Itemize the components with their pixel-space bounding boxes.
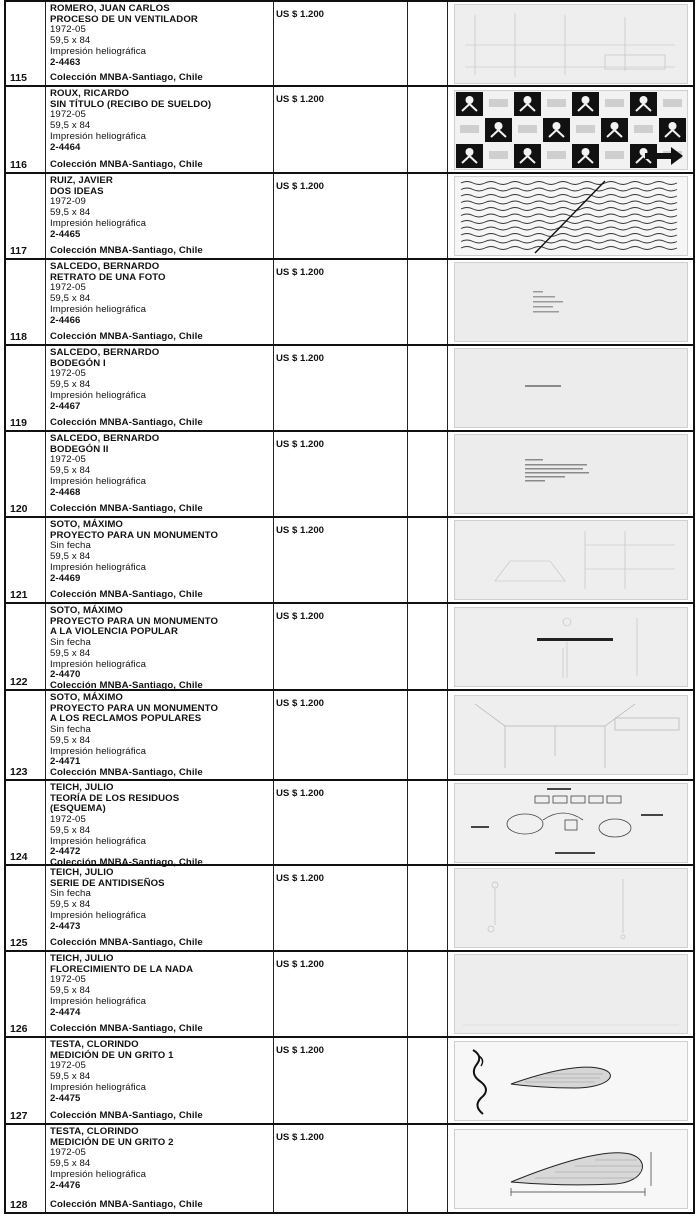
catalog-row	[4, 518, 695, 604]
entry-number: 117	[10, 245, 27, 257]
artwork-size: 59,5 x 84	[50, 899, 91, 911]
entry-number-cell	[6, 432, 46, 516]
artwork-date: 1972-05	[50, 368, 86, 380]
artwork-date: 1972-05	[50, 974, 86, 986]
artwork-technique: Impresión heliográfica	[50, 658, 147, 670]
entry-number-cell	[6, 866, 46, 950]
empty-cell	[408, 781, 448, 864]
artwork-title: TEORÍA DE LOS RESIDUOS	[50, 792, 180, 804]
artwork-image-cell	[448, 604, 693, 689]
inventory-code: 2-4464	[50, 141, 81, 153]
catalog-table	[4, 0, 695, 1214]
artwork-image-cell	[448, 691, 693, 779]
entry-number: 121	[10, 589, 28, 601]
empty-cell	[408, 952, 448, 1036]
entry-number: 127	[10, 1110, 28, 1122]
artwork-title: BODEGÓN I	[50, 357, 106, 369]
entry-number-cell	[6, 1038, 46, 1123]
inventory-code: 2-4474	[50, 1006, 81, 1018]
collection-label: Colección MNBA-Santiago, Chile	[50, 1110, 203, 1122]
artwork-title: SERIE DE ANTIDISEÑOS	[50, 877, 165, 889]
artwork-image-cell	[448, 87, 693, 172]
artwork-technique: Impresión heliográfica	[50, 45, 147, 57]
artwork-size: 59,5 x 84	[50, 647, 91, 659]
empty-cell	[408, 260, 448, 344]
artwork-title: PROYECTO PARA UN MONUMENTO	[50, 529, 219, 541]
collection-label: Colección MNBA-Santiago, Chile	[50, 1199, 203, 1211]
artwork-thumbnail-drawing	[455, 869, 687, 947]
artist-name: TEICH, JULIO	[50, 953, 114, 964]
empty-cell	[408, 1125, 448, 1212]
artwork-technique: Impresión heliográfica	[50, 995, 147, 1007]
artwork-image-cell	[448, 952, 693, 1036]
price-value: US $ 1.200	[276, 1045, 325, 1056]
entry-number: 118	[10, 331, 27, 343]
artwork-image-cell	[448, 432, 693, 516]
artwork-image-cell	[448, 2, 693, 85]
catalog-row	[4, 952, 695, 1038]
artist-name: SALCEDO, BERNARDO	[50, 347, 160, 358]
empty-cell	[408, 87, 448, 172]
scream-drop-thumbnail	[454, 1041, 688, 1121]
artwork-info-cell	[46, 260, 274, 344]
artist-name: SALCEDO, BERNARDO	[50, 261, 160, 272]
artwork-date: 1972-05	[50, 454, 86, 466]
inventory-code: 2-4468	[50, 486, 81, 498]
entry-number: 116	[10, 159, 27, 171]
inventory-code: 2-4471	[50, 756, 81, 768]
artwork-thumbnail-drawing	[455, 349, 687, 427]
artist-name: SOTO, MÁXIMO	[50, 519, 123, 530]
catalog-row	[4, 691, 695, 781]
empty-cell	[408, 866, 448, 950]
inventory-code: 2-4467	[50, 400, 81, 412]
artwork-technique: Impresión heliográfica	[50, 561, 147, 573]
catalog-row	[4, 866, 695, 952]
artwork-image-cell	[448, 346, 693, 430]
artwork-date: Sin fecha	[50, 540, 91, 552]
artist-name: SALCEDO, BERNARDO	[50, 433, 160, 444]
artwork-technique: Impresión heliográfica	[50, 1168, 147, 1180]
collection-label: Colección MNBA-Santiago, Chile	[50, 72, 203, 84]
artwork-size: 59,5 x 84	[50, 379, 91, 391]
catalog-row	[4, 604, 695, 691]
artwork-info-cell	[46, 604, 274, 689]
trapezoid-monument-thumbnail	[454, 520, 688, 600]
artwork-size: 59,5 x 84	[50, 35, 91, 47]
empty-cell	[408, 1038, 448, 1123]
funnel-monument-thumbnail	[454, 695, 688, 775]
artwork-date: 1972-05	[50, 282, 86, 294]
entry-number-cell	[6, 604, 46, 689]
artwork-title: PROCESO DE UN VENTILADOR	[50, 13, 198, 25]
artwork-size: 59,5 x 84	[50, 824, 91, 836]
entry-number-cell	[6, 781, 46, 864]
entry-number: 122	[10, 676, 28, 688]
artwork-title: SIN TÍTULO (RECIBO DE SUELDO)	[50, 98, 212, 110]
price-value: US $ 1.200	[276, 611, 325, 622]
collection-label: Colección MNBA-Santiago, Chile	[50, 159, 203, 171]
price-cell	[274, 87, 408, 172]
price-cell	[274, 518, 408, 602]
empty-cell	[408, 2, 448, 85]
inventory-code: 2-4475	[50, 1092, 81, 1104]
artwork-title: (ESQUEMA)	[50, 803, 106, 815]
entry-number: 126	[10, 1023, 28, 1035]
catalog-row	[4, 346, 695, 432]
price-cell	[274, 691, 408, 779]
artwork-size: 59,5 x 84	[50, 551, 91, 563]
entry-number: 128	[10, 1199, 28, 1211]
empty-cell	[408, 432, 448, 516]
faint-sketch-thumbnail	[454, 868, 688, 948]
black-figures-grid-thumbnail	[454, 90, 688, 170]
empty-cell	[408, 604, 448, 689]
price-cell	[274, 781, 408, 864]
inventory-code: 2-4476	[50, 1179, 81, 1191]
artwork-thumbnail-drawing	[455, 1042, 687, 1120]
entry-number: 120	[10, 503, 28, 515]
artwork-image-cell	[448, 1125, 693, 1212]
artwork-size: 59,5 x 84	[50, 465, 91, 477]
bar-monument-thumbnail	[454, 607, 688, 687]
artwork-title: PROYECTO PARA UN MONUMENTO	[50, 702, 219, 714]
artist-name: TEICH, JULIO	[50, 782, 114, 793]
artwork-size: 59,5 x 84	[50, 1071, 91, 1083]
artwork-technique: Impresión heliográfica	[50, 217, 147, 229]
artwork-info-cell	[46, 866, 274, 950]
artwork-info-cell	[46, 174, 274, 258]
artwork-thumbnail-drawing	[455, 263, 687, 341]
entry-number-cell	[6, 691, 46, 779]
collection-label: Colección MNBA-Santiago, Chile	[50, 856, 203, 868]
artist-name: SOTO, MÁXIMO	[50, 605, 123, 616]
catalog-row	[4, 87, 695, 174]
artwork-thumbnail-drawing	[455, 435, 687, 513]
collection-label: Colección MNBA-Santiago, Chile	[50, 417, 203, 429]
artwork-technique: Impresión heliográfica	[50, 835, 147, 847]
artwork-technique: Impresión heliográfica	[50, 475, 147, 487]
small-text-block-thumbnail	[454, 262, 688, 342]
catalog-row	[4, 260, 695, 346]
collection-label: Colección MNBA-Santiago, Chile	[50, 937, 203, 949]
artwork-thumbnail-drawing	[455, 696, 687, 774]
artwork-title: BODEGÓN II	[50, 443, 109, 455]
artwork-technique: Impresión heliográfica	[50, 909, 147, 921]
artwork-info-cell	[46, 2, 274, 85]
entry-number: 119	[10, 417, 27, 429]
price-value: US $ 1.200	[276, 353, 325, 364]
artwork-size: 59,5 x 84	[50, 120, 91, 132]
artwork-title: A LA VIOLENCIA POPULAR	[50, 626, 178, 638]
entry-number: 123	[10, 766, 28, 778]
catalog-row	[4, 1125, 695, 1214]
artwork-image-cell	[448, 866, 693, 950]
price-value: US $ 1.200	[276, 1132, 325, 1143]
price-cell	[274, 1038, 408, 1123]
collection-label: Colección MNBA-Santiago, Chile	[50, 679, 203, 691]
artist-name: ROUX, RICARDO	[50, 88, 130, 99]
artwork-image-cell	[448, 174, 693, 258]
price-value: US $ 1.200	[276, 439, 325, 450]
artwork-size: 59,5 x 84	[50, 985, 91, 997]
price-cell	[274, 866, 408, 950]
artist-name: SOTO, MÁXIMO	[50, 692, 123, 703]
inventory-code: 2-4463	[50, 56, 81, 68]
single-label-thumbnail	[454, 348, 688, 428]
artwork-info-cell	[46, 346, 274, 430]
price-cell	[274, 1125, 408, 1212]
artwork-info-cell	[46, 432, 274, 516]
artwork-thumbnail-drawing	[455, 608, 687, 686]
measured-drop-thumbnail	[454, 1129, 688, 1209]
price-cell	[274, 260, 408, 344]
artwork-technique: Impresión heliográfica	[50, 130, 147, 142]
empty-cell	[408, 518, 448, 602]
price-value: US $ 1.200	[276, 94, 325, 105]
artwork-date: 1972-05	[50, 1060, 86, 1072]
price-cell	[274, 432, 408, 516]
artwork-image-cell	[448, 1038, 693, 1123]
inventory-code: 2-4470	[50, 669, 81, 681]
artwork-date: 1972-05	[50, 814, 86, 826]
price-value: US $ 1.200	[276, 181, 325, 192]
entry-number-cell	[6, 346, 46, 430]
catalog-row	[4, 432, 695, 518]
price-value: US $ 1.200	[276, 788, 325, 799]
artwork-thumbnail-drawing	[455, 955, 687, 1033]
artist-name: RUIZ, JAVIER	[50, 175, 113, 186]
price-cell	[274, 952, 408, 1036]
artwork-thumbnail-drawing	[455, 5, 687, 83]
price-cell	[274, 604, 408, 689]
artist-name: TESTA, CLORINDO	[50, 1039, 139, 1050]
artwork-size: 59,5 x 84	[50, 293, 91, 305]
artwork-date: 1972-05	[50, 109, 86, 121]
entry-number-cell	[6, 952, 46, 1036]
artist-name: TESTA, CLORINDO	[50, 1126, 139, 1137]
inventory-code: 2-4473	[50, 920, 81, 932]
artwork-date: 1972-09	[50, 196, 86, 208]
price-value: US $ 1.200	[276, 525, 325, 536]
artwork-info-cell	[46, 518, 274, 602]
collection-label: Colección MNBA-Santiago, Chile	[50, 245, 203, 257]
price-value: US $ 1.200	[276, 959, 325, 970]
empty-cell	[408, 346, 448, 430]
artwork-info-cell	[46, 781, 274, 868]
handwritten-text-thumbnail	[454, 176, 688, 256]
entry-number: 115	[10, 72, 27, 84]
price-value: US $ 1.200	[276, 698, 325, 709]
entry-number-cell	[6, 518, 46, 602]
artwork-info-cell	[46, 691, 274, 779]
collection-label: Colección MNBA-Santiago, Chile	[50, 331, 203, 343]
artwork-thumbnail-drawing	[455, 91, 687, 169]
artwork-date: Sin fecha	[50, 724, 91, 736]
catalog-row	[4, 781, 695, 866]
artwork-title: MEDICIÓN DE UN GRITO 1	[50, 1049, 174, 1061]
price-value: US $ 1.200	[276, 9, 325, 20]
artwork-thumbnail-drawing	[455, 1130, 687, 1208]
catalog-row	[4, 174, 695, 260]
artwork-size: 59,5 x 84	[50, 734, 91, 746]
entry-number: 124	[10, 851, 28, 863]
price-cell	[274, 2, 408, 85]
catalog-row	[4, 0, 695, 87]
collection-label: Colección MNBA-Santiago, Chile	[50, 1023, 203, 1035]
inventory-code: 2-4472	[50, 846, 81, 858]
collection-label: Colección MNBA-Santiago, Chile	[50, 503, 203, 515]
artwork-size: 59,5 x 84	[50, 207, 91, 219]
artwork-technique: Impresión heliográfica	[50, 303, 147, 315]
diagram-scheme-thumbnail	[454, 783, 688, 863]
artist-name: TEICH, JULIO	[50, 867, 114, 878]
text-lines-thumbnail	[454, 434, 688, 514]
artwork-title: FLORECIMIENTO DE LA NADA	[50, 963, 194, 975]
artist-name: ROMERO, JUAN CARLOS	[50, 3, 170, 14]
artwork-thumbnail-drawing	[455, 177, 687, 255]
blank-sheet-thumbnail	[454, 954, 688, 1034]
artwork-thumbnail-drawing	[455, 784, 687, 862]
artwork-technique: Impresión heliográfica	[50, 745, 147, 757]
artwork-technique: Impresión heliográfica	[50, 389, 147, 401]
artwork-info-cell	[46, 952, 274, 1036]
artwork-title: A LOS RECLAMOS POPULARES	[50, 713, 202, 725]
inventory-code: 2-4466	[50, 314, 81, 326]
artwork-thumbnail-drawing	[455, 521, 687, 599]
artwork-info-cell	[46, 87, 274, 172]
price-value: US $ 1.200	[276, 873, 325, 884]
artwork-size: 59,5 x 84	[50, 1158, 91, 1170]
artwork-title: DOS IDEAS	[50, 185, 104, 197]
artwork-image-cell	[448, 781, 693, 864]
entry-number-cell	[6, 1125, 46, 1212]
artwork-title: MEDICIÓN DE UN GRITO 2	[50, 1136, 174, 1148]
artwork-title: PROYECTO PARA UN MONUMENTO	[50, 615, 219, 627]
entry-number-cell	[6, 260, 46, 344]
artwork-date: 1972-05	[50, 24, 86, 36]
price-cell	[274, 174, 408, 258]
artwork-date: 1972-05	[50, 1147, 86, 1159]
price-cell	[274, 346, 408, 430]
entry-number-cell	[6, 2, 46, 85]
catalog-row	[4, 1038, 695, 1125]
inventory-code: 2-4465	[50, 228, 81, 240]
artwork-image-cell	[448, 260, 693, 344]
artwork-image-cell	[448, 518, 693, 602]
price-value: US $ 1.200	[276, 267, 325, 278]
artwork-date: Sin fecha	[50, 637, 91, 649]
collection-label: Colección MNBA-Santiago, Chile	[50, 766, 203, 778]
artwork-info-cell	[46, 1038, 274, 1123]
empty-cell	[408, 691, 448, 779]
entry-number: 125	[10, 937, 28, 949]
collection-label: Colección MNBA-Santiago, Chile	[50, 589, 203, 601]
artwork-technique: Impresión heliográfica	[50, 1081, 147, 1093]
entry-number-cell	[6, 174, 46, 258]
artwork-title: RETRATO DE UNA FOTO	[50, 271, 166, 283]
inventory-code: 2-4469	[50, 572, 81, 584]
blueprint-grid-thumbnail	[454, 4, 688, 84]
entry-number-cell	[6, 87, 46, 172]
artwork-info-cell	[46, 1125, 274, 1212]
artwork-date: Sin fecha	[50, 888, 91, 900]
empty-cell	[408, 174, 448, 258]
